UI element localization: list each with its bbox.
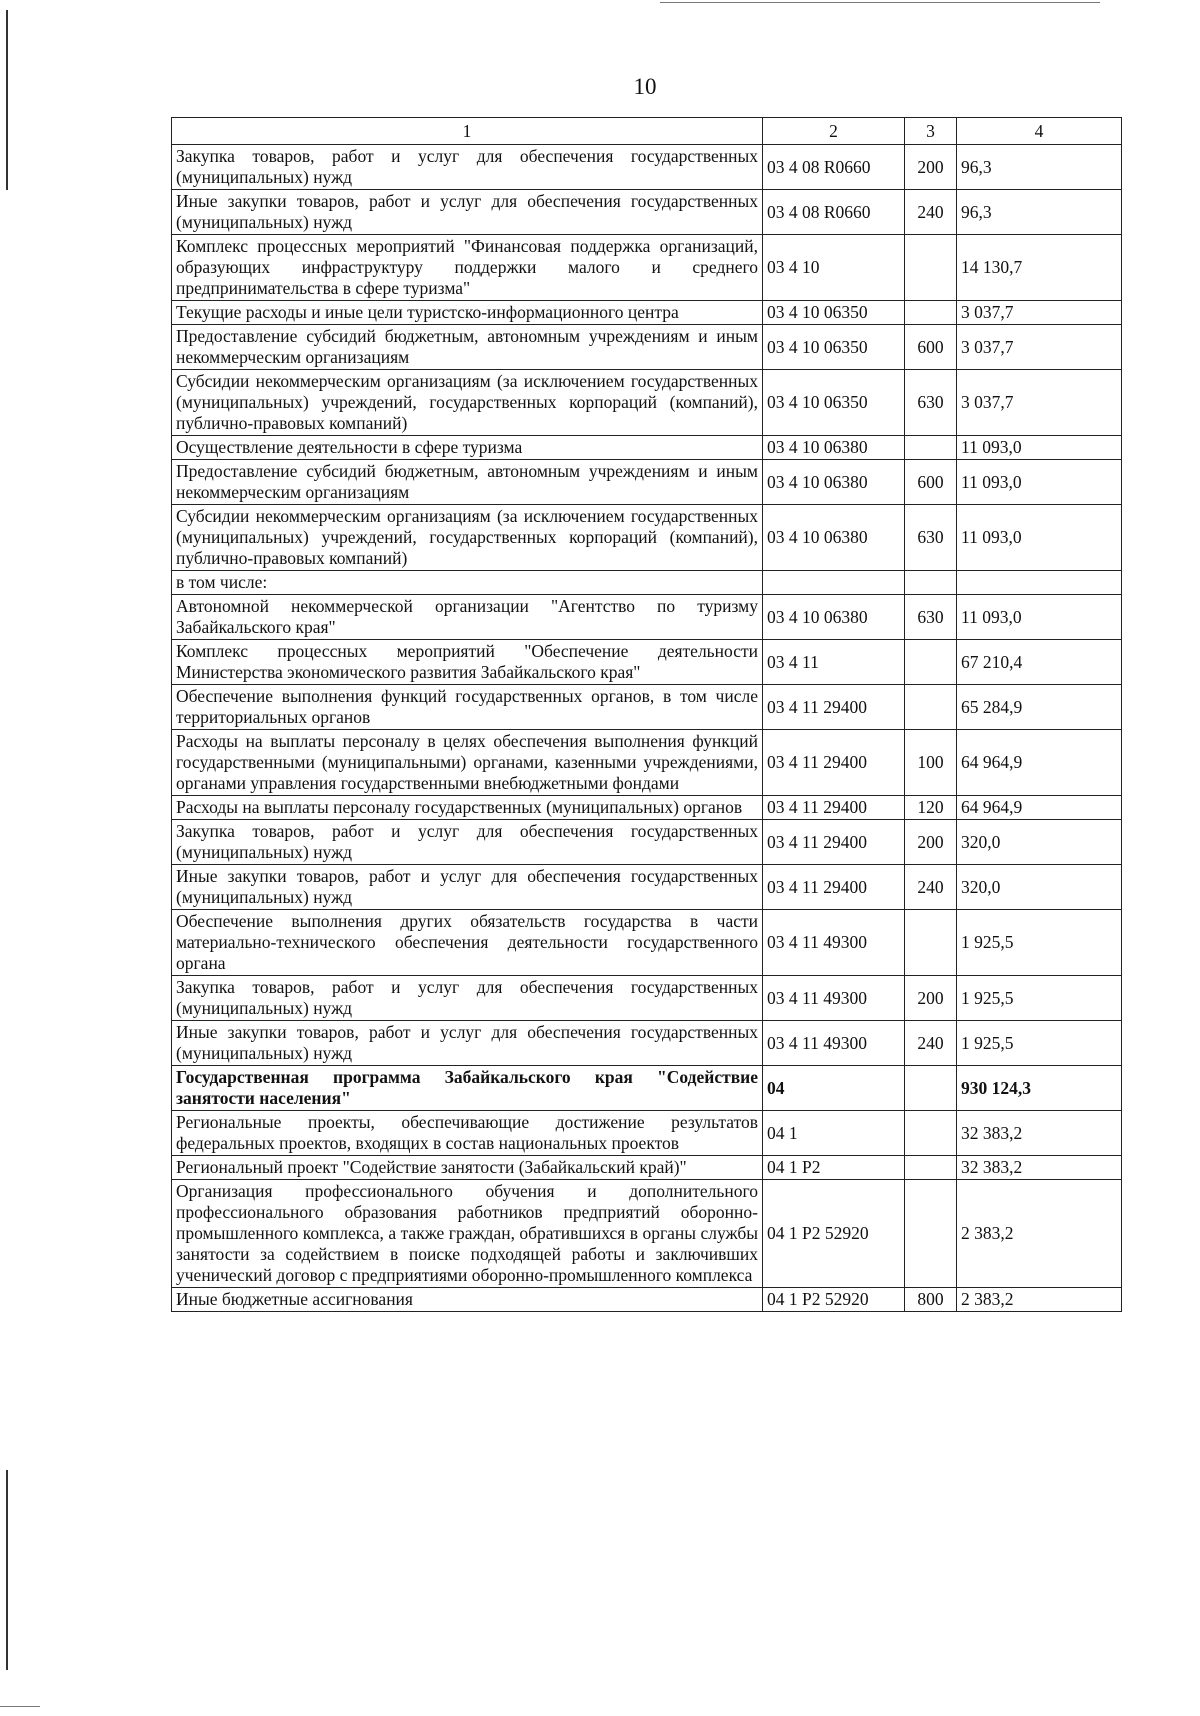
row-name-cell: Текущие расходы и иные цели туристско-информационного центра xyxy=(172,301,763,325)
row-expense-type-cell: 240 xyxy=(905,190,957,235)
row-amount-cell: 64 964,9 xyxy=(957,796,1122,820)
row-code-cell: 03 4 11 49300 xyxy=(763,976,905,1021)
row-expense-type-cell xyxy=(905,640,957,685)
row-expense-type-cell xyxy=(905,1180,957,1288)
table-row xyxy=(172,910,1122,976)
row-code-cell: 03 4 11 29400 xyxy=(763,685,905,730)
row-expense-type-cell: 200 xyxy=(905,820,957,865)
table-row xyxy=(172,595,1122,640)
row-expense-type-cell: 630 xyxy=(905,370,957,436)
table-row xyxy=(172,1156,1122,1180)
row-code-cell: 04 1 P2 52920 xyxy=(763,1288,905,1312)
row-name-cell: Субсидии некоммерческим организациям (за исключением государственных (муниципальных) учреждений, государственных корпораций (компаний), публично-правовых компаний) xyxy=(172,370,763,436)
row-expense-type-cell: 630 xyxy=(905,595,957,640)
row-code-cell: 03 4 10 06380 xyxy=(763,505,905,571)
table-row xyxy=(172,685,1122,730)
row-expense-type-cell: 800 xyxy=(905,1288,957,1312)
table-row xyxy=(172,571,1122,595)
row-code-cell: 03 4 11 49300 xyxy=(763,910,905,976)
row-code-cell: 04 1 P2 xyxy=(763,1156,905,1180)
table-row xyxy=(172,505,1122,571)
row-name-cell: Предоставление субсидий бюджетным, автономным учреждениям и иным некоммерческим организациям xyxy=(172,325,763,370)
row-amount-cell: 65 284,9 xyxy=(957,685,1122,730)
row-code-cell: 03 4 11 29400 xyxy=(763,865,905,910)
row-expense-type-cell xyxy=(905,436,957,460)
table-row xyxy=(172,325,1122,370)
scan-edge-top xyxy=(660,2,1100,3)
row-expense-type-cell xyxy=(905,685,957,730)
table-row xyxy=(172,1180,1122,1288)
row-code-cell: 03 4 08 R0660 xyxy=(763,190,905,235)
row-name-cell: Расходы на выплаты персоналу в целях обеспечения выполнения функций государственными (муниципальными) органами, казенными учреждениями, органами управления государственными внебюджетными фондами xyxy=(172,730,763,796)
row-name-cell: Региональные проекты, обеспечивающие достижение результатов федеральных проектов, входящих в состав национальных проектов xyxy=(172,1111,763,1156)
row-amount-cell: 320,0 xyxy=(957,820,1122,865)
row-amount-cell: 1 925,5 xyxy=(957,1021,1122,1066)
row-amount-cell: 67 210,4 xyxy=(957,640,1122,685)
table-row xyxy=(172,460,1122,505)
row-code-cell: 03 4 11 29400 xyxy=(763,730,905,796)
row-name-cell: в том числе: xyxy=(172,571,763,595)
row-name-cell: Комплекс процессных мероприятий "Финансовая поддержка организаций, образующих инфраструктуру поддержки малого и среднего предпринимательства в сфере туризма" xyxy=(172,235,763,301)
header-cell-3: 3 xyxy=(905,118,957,145)
row-expense-type-cell: 600 xyxy=(905,460,957,505)
row-expense-type-cell xyxy=(905,1111,957,1156)
table-row xyxy=(172,1111,1122,1156)
table-row xyxy=(172,235,1122,301)
table-row xyxy=(172,1066,1122,1111)
row-amount-cell: 320,0 xyxy=(957,865,1122,910)
row-name-cell: Предоставление субсидий бюджетным, автономным учреждениям и иным некоммерческим организациям xyxy=(172,460,763,505)
row-code-cell: 03 4 11 49300 xyxy=(763,1021,905,1066)
row-name-cell: Иные закупки товаров, работ и услуг для обеспечения государственных (муниципальных) нужд xyxy=(172,190,763,235)
table-row xyxy=(172,1288,1122,1312)
row-amount-cell: 96,3 xyxy=(957,190,1122,235)
table-row xyxy=(172,1021,1122,1066)
budget-table xyxy=(171,117,1122,1312)
row-name-cell: Государственная программа Забайкальского края "Содействие занятости населения" xyxy=(172,1066,763,1111)
row-expense-type-cell: 240 xyxy=(905,865,957,910)
row-code-cell: 03 4 11 29400 xyxy=(763,820,905,865)
row-expense-type-cell xyxy=(905,571,957,595)
row-expense-type-cell: 200 xyxy=(905,976,957,1021)
row-code-cell: 03 4 10 06350 xyxy=(763,370,905,436)
row-name-cell: Региональный проект "Содействие занятости (Забайкальский край)" xyxy=(172,1156,763,1180)
row-code-cell: 03 4 10 06350 xyxy=(763,301,905,325)
row-amount-cell: 3 037,7 xyxy=(957,301,1122,325)
header-cell-1: 1 xyxy=(172,118,763,145)
row-name-cell: Организация профессионального обучения и дополнительного профессионального образования работников предприятий оборонно-промышленного комплекса, а также граждан, обратившихся в органы службы занятости за содействием в поиске подходящей работы и заключивших ученический договор с предприятиями оборонно-промышленного комплекса xyxy=(172,1180,763,1288)
row-code-cell: 03 4 10 xyxy=(763,235,905,301)
scan-edge-bottom xyxy=(0,1706,40,1707)
row-code-cell: 03 4 08 R0660 xyxy=(763,145,905,190)
table-row xyxy=(172,730,1122,796)
table-row xyxy=(172,301,1122,325)
row-name-cell: Расходы на выплаты персоналу государственных (муниципальных) органов xyxy=(172,796,763,820)
row-expense-type-cell xyxy=(905,1066,957,1111)
row-name-cell: Обеспечение выполнения функций государственных органов, в том числе территориальных органов xyxy=(172,685,763,730)
header-cell-2: 2 xyxy=(763,118,905,145)
row-amount-cell: 11 093,0 xyxy=(957,460,1122,505)
row-name-cell: Осуществление деятельности в сфере туризма xyxy=(172,436,763,460)
table-row xyxy=(172,976,1122,1021)
row-amount-cell: 2 383,2 xyxy=(957,1180,1122,1288)
row-expense-type-cell xyxy=(905,1156,957,1180)
row-amount-cell: 1 925,5 xyxy=(957,976,1122,1021)
row-expense-type-cell xyxy=(905,910,957,976)
row-expense-type-cell: 100 xyxy=(905,730,957,796)
row-expense-type-cell: 240 xyxy=(905,1021,957,1066)
table-row xyxy=(172,796,1122,820)
row-code-cell: 03 4 10 06350 xyxy=(763,325,905,370)
row-expense-type-cell: 120 xyxy=(905,796,957,820)
header-cell-4: 4 xyxy=(957,118,1122,145)
row-name-cell: Иные бюджетные ассигнования xyxy=(172,1288,763,1312)
table-row xyxy=(172,436,1122,460)
row-amount-cell: 14 130,7 xyxy=(957,235,1122,301)
row-amount-cell: 3 037,7 xyxy=(957,325,1122,370)
row-amount-cell: 96,3 xyxy=(957,145,1122,190)
scan-edge-left-lower xyxy=(6,1470,8,1670)
row-expense-type-cell: 200 xyxy=(905,145,957,190)
row-name-cell: Иные закупки товаров, работ и услуг для обеспечения государственных (муниципальных) нужд xyxy=(172,1021,763,1066)
row-code-cell: 03 4 11 29400 xyxy=(763,796,905,820)
row-amount-cell: 3 037,7 xyxy=(957,370,1122,436)
row-expense-type-cell xyxy=(905,301,957,325)
row-amount-cell: 1 925,5 xyxy=(957,910,1122,976)
row-amount-cell: 11 093,0 xyxy=(957,436,1122,460)
table-header-row xyxy=(172,118,1122,145)
row-name-cell: Субсидии некоммерческим организациям (за исключением государственных (муниципальных) учреждений, государственных корпораций (компаний), публично-правовых компаний) xyxy=(172,505,763,571)
row-code-cell: 03 4 10 06380 xyxy=(763,436,905,460)
row-amount-cell xyxy=(957,571,1122,595)
row-name-cell: Обеспечение выполнения других обязательств государства в части материально-технического обеспечения деятельности государственного органа xyxy=(172,910,763,976)
row-amount-cell: 32 383,2 xyxy=(957,1156,1122,1180)
row-code-cell: 03 4 11 xyxy=(763,640,905,685)
row-expense-type-cell: 630 xyxy=(905,505,957,571)
row-expense-type-cell: 600 xyxy=(905,325,957,370)
row-name-cell: Комплекс процессных мероприятий "Обеспечение деятельности Министерства экономического развития Забайкальского края" xyxy=(172,640,763,685)
row-code-cell: 04 xyxy=(763,1066,905,1111)
table-row xyxy=(172,640,1122,685)
row-amount-cell: 11 093,0 xyxy=(957,595,1122,640)
row-code-cell: 04 1 xyxy=(763,1111,905,1156)
row-amount-cell: 11 093,0 xyxy=(957,505,1122,571)
row-code-cell: 04 1 P2 52920 xyxy=(763,1180,905,1288)
row-name-cell: Закупка товаров, работ и услуг для обеспечения государственных (муниципальных) нужд xyxy=(172,145,763,190)
row-amount-cell: 32 383,2 xyxy=(957,1111,1122,1156)
row-name-cell: Автономной некоммерческой организации "Агентство по туризму Забайкальского края" xyxy=(172,595,763,640)
row-code-cell xyxy=(763,571,905,595)
scan-edge-left-upper xyxy=(6,10,8,190)
row-name-cell: Иные закупки товаров, работ и услуг для обеспечения государственных (муниципальных) нужд xyxy=(172,865,763,910)
table-row xyxy=(172,370,1122,436)
row-name-cell: Закупка товаров, работ и услуг для обеспечения государственных (муниципальных) нужд xyxy=(172,976,763,1021)
row-expense-type-cell xyxy=(905,235,957,301)
row-code-cell: 03 4 10 06380 xyxy=(763,595,905,640)
table-row xyxy=(172,820,1122,865)
row-code-cell: 03 4 10 06380 xyxy=(763,460,905,505)
table-row xyxy=(172,190,1122,235)
row-amount-cell: 64 964,9 xyxy=(957,730,1122,796)
row-amount-cell: 2 383,2 xyxy=(957,1288,1122,1312)
row-amount-cell: 930 124,3 xyxy=(957,1066,1122,1111)
row-name-cell: Закупка товаров, работ и услуг для обеспечения государственных (муниципальных) нужд xyxy=(172,820,763,865)
page-number: 10 xyxy=(633,74,657,99)
table-row xyxy=(172,865,1122,910)
table-row xyxy=(172,145,1122,190)
